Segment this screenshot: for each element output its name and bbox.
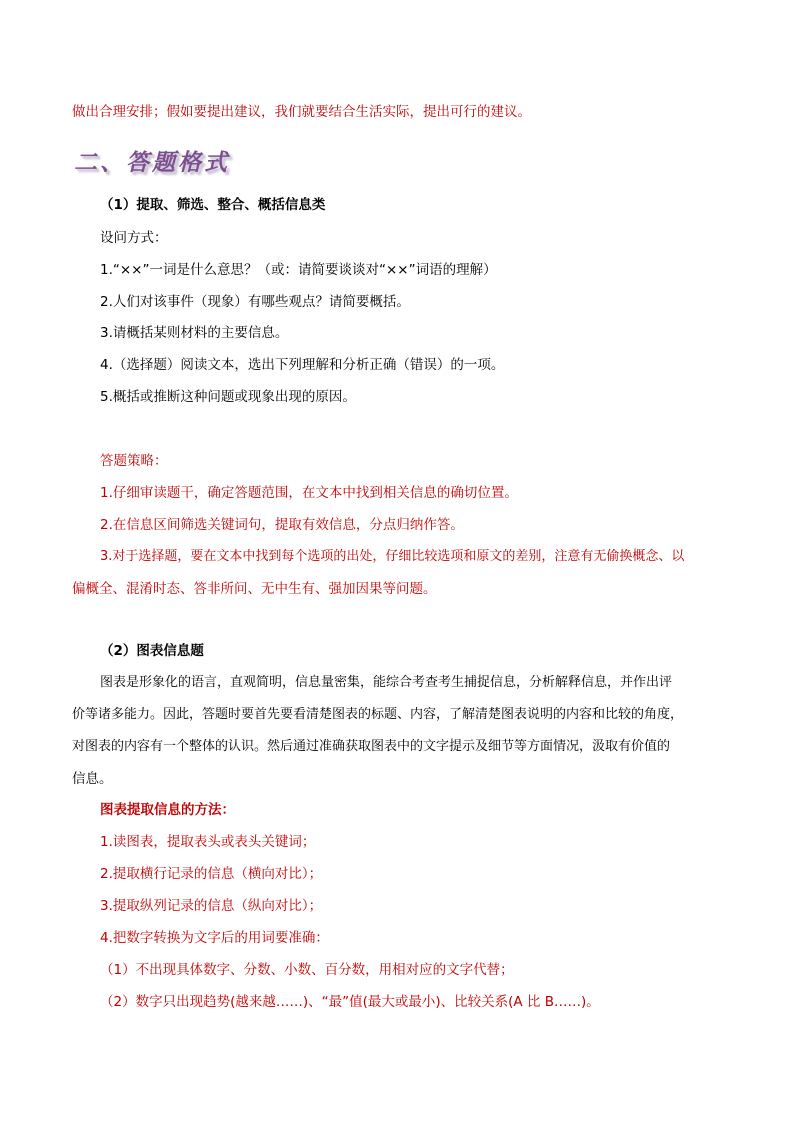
sub-method-2: （2）数字只出现趋势(越来越……)、“最”值(最大或最小)、比较关系(A 比 B……)。 — [100, 994, 600, 1010]
method-2: 2.提取横行记录的信息（横向对比）； — [100, 866, 323, 882]
question-2: 2.人们对该事件（现象）有哪些观点？请简要概括。 — [100, 294, 410, 310]
part2-title: （2）图表信息题 — [100, 643, 204, 659]
paragraph-line-3: 对图表的内容有一个整体的认识。然后通过准确获取图表中的文字提示及细节等方面情况，汲取有价值的 — [72, 739, 671, 754]
question-4: 4.（选择题）阅读文本，选出下列理解和分析正确（错误）的一项。 — [100, 357, 505, 373]
intro-tail-text: 做出合理安排；假如要提出建议，我们就要结合生活实际，提出可行的建议。 — [72, 104, 531, 120]
question-label: 设问方式： — [100, 230, 168, 246]
question-1: 1.“××”一词是什么意思？（或：请简要谈谈对“××”词语的理解） — [100, 262, 497, 278]
strategy-2: 2.在信息区间筛选关键词句，提取有效信息，分点归纳作答。 — [100, 517, 464, 533]
question-5: 5.概括或推断这种问题或现象出现的原因。 — [100, 389, 356, 405]
paragraph-line-2: 价等诸多能力。因此，答题时要首先要看清楚图表的标题、内容，了解清楚图表说明的内容和比较的角度， — [72, 707, 684, 722]
paragraph-line-1: 图表是形象化的语言，直观简明，信息量密集，能综合考查考生捕捉信息，分析解释信息，并作出评 — [100, 675, 673, 690]
sub-method-1: （1）不出现具体数字、分数、小数、百分数，用相对应的文字代替； — [100, 962, 514, 978]
paragraph-line-4: 信息。 — [72, 771, 113, 787]
strategy-1: 1.仔细审读题干，确定答题范围，在文本中找到相关信息的确切位置。 — [100, 485, 518, 501]
section-heading: 二、答题格式 — [74, 149, 230, 176]
question-3: 3.请概括某则材料的主要信息。 — [100, 325, 289, 341]
method-4: 4.把数字转换为文字后的用词要准确： — [100, 930, 329, 946]
part1-title: （1）提取、筛选、整合、概括信息类 — [100, 197, 326, 213]
strategy-3-line-2: 偏概全、混淆时态、答非所问、无中生有、强加因果等问题。 — [72, 581, 437, 597]
method-1: 1.读图表，提取表头或表头关键词； — [100, 834, 316, 850]
method-title: 图表提取信息的方法： — [100, 802, 235, 818]
method-3: 3.提取纵列记录的信息（纵向对比）； — [100, 898, 323, 914]
strategy-3-line-1: 3.对于选择题，要在文本中找到每个选项的出处，仔细比较选项和原文的差别，注意有无偷换概念、以 — [100, 549, 685, 564]
strategy-label: 答题策略： — [100, 453, 168, 469]
